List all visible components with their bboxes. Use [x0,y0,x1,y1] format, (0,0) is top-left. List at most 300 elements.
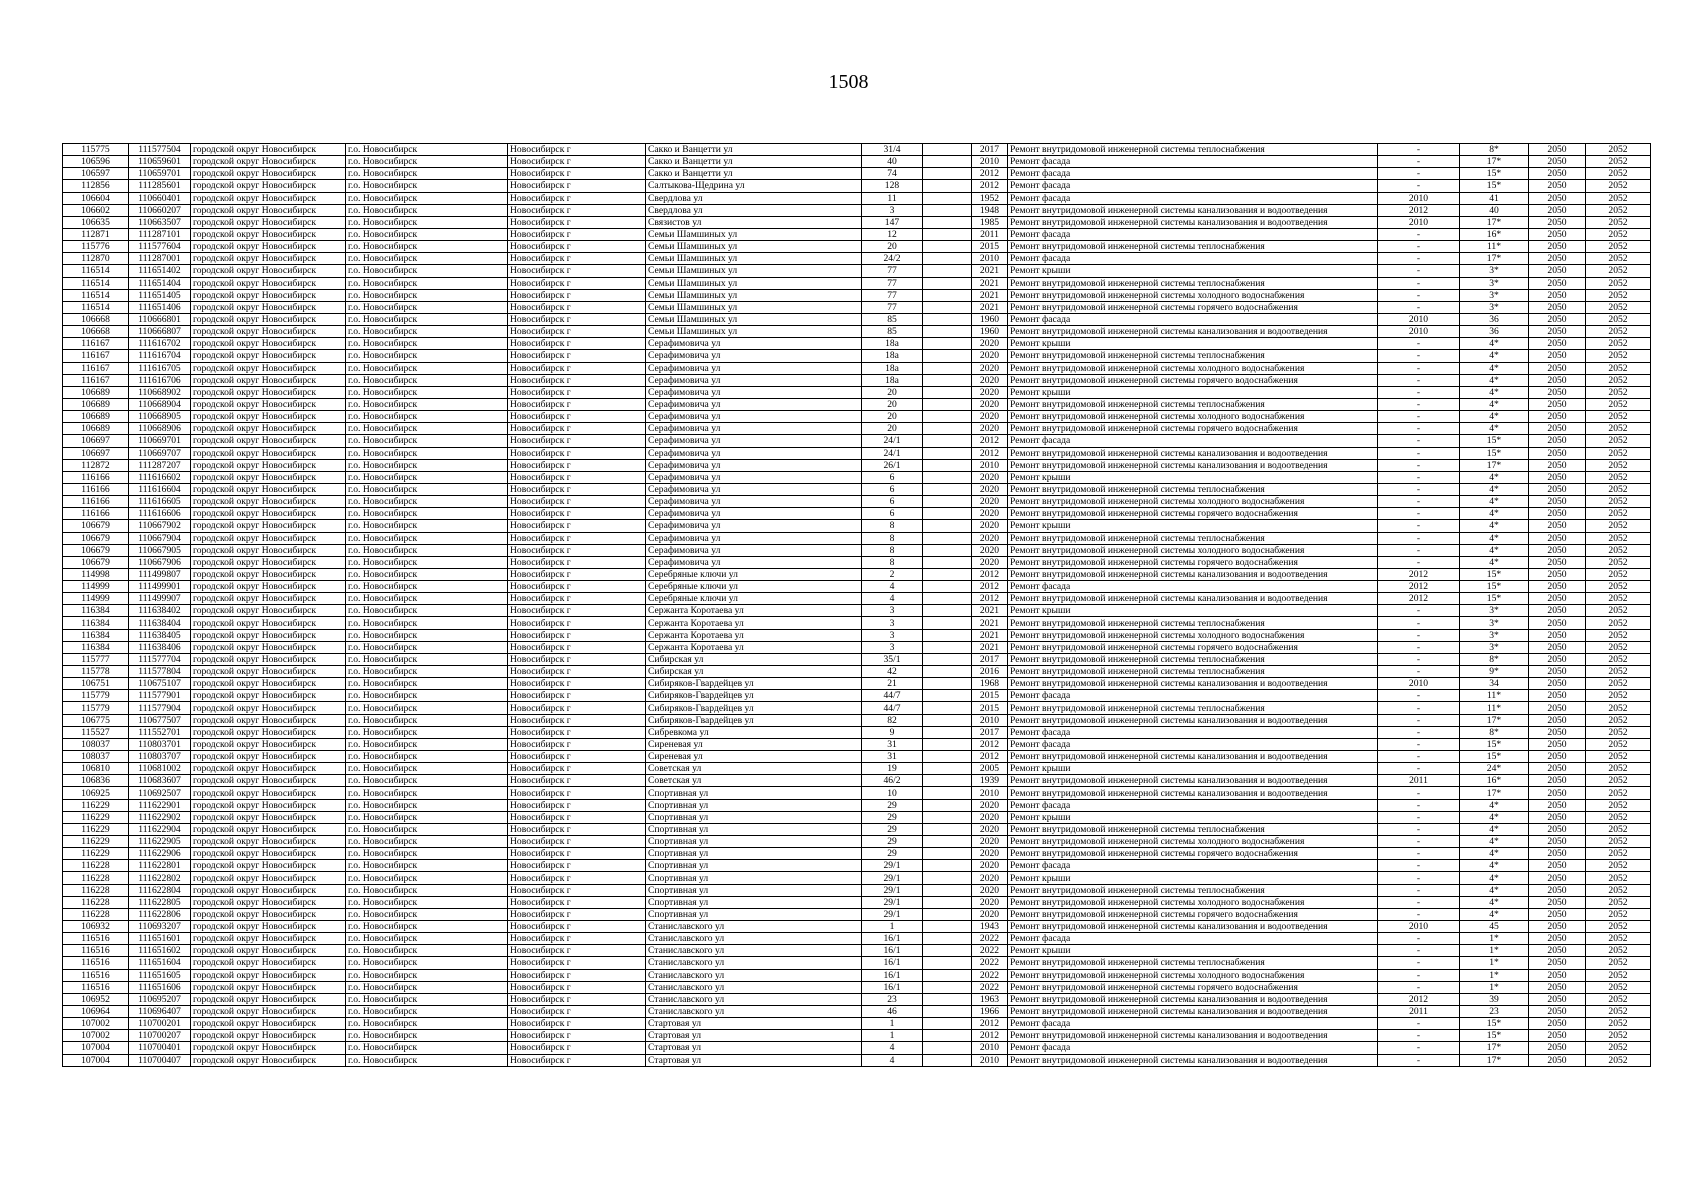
cell-house-id: 112871 [63,228,129,240]
cell-plan-start-year: 2050 [1529,896,1586,908]
table-row [63,908,1651,920]
cell-locality: Новосибирск г [508,447,646,459]
cell-wear-value: 3* [1460,617,1529,629]
cell-street: Сибирская ул [646,666,862,678]
cell-building [923,823,972,835]
cell-municipality: г.о. Новосибирск [346,313,508,325]
cell-house-number: 2 [862,568,923,580]
cell-building [923,350,972,362]
cell-wear-value: 3* [1460,289,1529,301]
cell-house-id: 112856 [63,180,129,192]
cell-year-built: 2020 [972,556,1008,568]
cell-building [923,799,972,811]
cell-plan-start-year: 2050 [1529,326,1586,338]
cell-year-built: 2017 [972,144,1008,156]
cell-plan-end-year: 2052 [1586,981,1651,993]
cell-work-type: Ремонт фасада [1008,933,1378,945]
cell-municipality: г.о. Новосибирск [346,617,508,629]
cell-municipal-district: городской округ Новосибирск [191,823,346,835]
table-row [63,678,1651,690]
cell-wear-value: 4* [1460,848,1529,860]
cell-work-type: Ремонт внутридомовой инженерной системы теплоснабжения [1008,884,1378,896]
cell-work-id: 111651605 [129,969,191,981]
cell-work-type: Ремонт фасада [1008,726,1378,738]
cell-street: Спортивная ул [646,823,862,835]
cell-locality: Новосибирск г [508,1005,646,1017]
cell-municipal-district: городской округ Новосибирск [191,156,346,168]
cell-street: Спортивная ул [646,811,862,823]
cell-municipality: г.о. Новосибирск [346,981,508,993]
cell-municipal-district: городской округ Новосибирск [191,581,346,593]
cell-house-number: 29/1 [862,872,923,884]
cell-street: Стартовая ул [646,1030,862,1042]
cell-street: Сакко и Ванцетти ул [646,144,862,156]
table-row [63,204,1651,216]
cell-locality: Новосибирск г [508,848,646,860]
cell-municipality: г.о. Новосибирск [346,459,508,471]
cell-last-repair-year: - [1378,726,1460,738]
cell-municipality: г.о. Новосибирск [346,435,508,447]
cell-locality: Новосибирск г [508,969,646,981]
cell-house-number: 8 [862,520,923,532]
cell-house-id: 106596 [63,156,129,168]
cell-house-number: 74 [862,168,923,180]
cell-work-type: Ремонт внутридомовой инженерной системы горячего водоснабжения [1008,556,1378,568]
cell-municipal-district: городской округ Новосибирск [191,471,346,483]
cell-wear-value: 4* [1460,350,1529,362]
cell-wear-value: 45 [1460,921,1529,933]
table-row [63,532,1651,544]
cell-wear-value: 34 [1460,678,1529,690]
cell-wear-value: 3* [1460,265,1529,277]
cell-last-repair-year: - [1378,362,1460,374]
cell-work-id: 110668905 [129,411,191,423]
cell-last-repair-year: - [1378,520,1460,532]
cell-street: Станиславского ул [646,921,862,933]
cell-work-id: 111622802 [129,872,191,884]
cell-building [923,556,972,568]
cell-street: Свердлова ул [646,204,862,216]
cell-wear-value: 1* [1460,933,1529,945]
cell-municipal-district: городской округ Новосибирск [191,860,346,872]
cell-municipality: г.о. Новосибирск [346,921,508,933]
cell-locality: Новосибирск г [508,605,646,617]
cell-plan-end-year: 2052 [1586,653,1651,665]
cell-house-id: 116229 [63,848,129,860]
cell-last-repair-year: 2011 [1378,1005,1460,1017]
cell-municipality: г.о. Новосибирск [346,1042,508,1054]
cell-street: Сиреневая ул [646,751,862,763]
cell-plan-start-year: 2050 [1529,411,1586,423]
cell-house-number: 23 [862,993,923,1005]
cell-building [923,411,972,423]
cell-municipal-district: городской округ Новосибирск [191,617,346,629]
cell-plan-start-year: 2050 [1529,144,1586,156]
cell-house-number: 4 [862,1054,923,1066]
cell-year-built: 2020 [972,398,1008,410]
cell-street: Спортивная ул [646,787,862,799]
cell-house-number: 3 [862,629,923,641]
cell-municipality: г.о. Новосибирск [346,714,508,726]
cell-plan-start-year: 2050 [1529,811,1586,823]
cell-house-number: 31 [862,751,923,763]
cell-municipality: г.о. Новосибирск [346,338,508,350]
cell-street: Сержанта Коротаева ул [646,629,862,641]
cell-work-type: Ремонт внутридомовой инженерной системы канализования и водоотведения [1008,1005,1378,1017]
cell-work-id: 110667902 [129,520,191,532]
cell-street: Станиславского ул [646,945,862,957]
cell-year-built: 2020 [972,884,1008,896]
cell-street: Серафимовича ул [646,532,862,544]
cell-street: Станиславского ул [646,1005,862,1017]
cell-locality: Новосибирск г [508,751,646,763]
cell-plan-start-year: 2050 [1529,350,1586,362]
cell-work-id: 111651402 [129,265,191,277]
cell-municipal-district: городской округ Новосибирск [191,593,346,605]
cell-plan-end-year: 2052 [1586,945,1651,957]
cell-locality: Новосибирск г [508,326,646,338]
cell-last-repair-year: - [1378,556,1460,568]
cell-street: Серафимовича ул [646,362,862,374]
cell-year-built: 2012 [972,1018,1008,1030]
table-row [63,848,1651,860]
cell-municipal-district: городской округ Новосибирск [191,508,346,520]
table-row [63,896,1651,908]
cell-plan-start-year: 2050 [1529,799,1586,811]
cell-last-repair-year: - [1378,1030,1460,1042]
cell-house-number: 40 [862,156,923,168]
cell-municipality: г.о. Новосибирск [346,520,508,532]
cell-plan-start-year: 2050 [1529,690,1586,702]
cell-locality: Новосибирск г [508,738,646,750]
cell-street: Серафимовича ул [646,496,862,508]
cell-house-number: 8 [862,556,923,568]
cell-locality: Новосибирск г [508,629,646,641]
cell-wear-value: 3* [1460,629,1529,641]
cell-plan-start-year: 2050 [1529,301,1586,313]
cell-building [923,787,972,799]
cell-last-repair-year: - [1378,228,1460,240]
cell-work-type: Ремонт внутридомовой инженерной системы холодного водоснабжения [1008,969,1378,981]
cell-municipal-district: городской округ Новосибирск [191,811,346,823]
cell-street: Серафимовича ул [646,508,862,520]
cell-building [923,168,972,180]
cell-wear-value: 40 [1460,204,1529,216]
cell-municipality: г.о. Новосибирск [346,241,508,253]
cell-building [923,1018,972,1030]
cell-plan-start-year: 2050 [1529,1005,1586,1017]
cell-locality: Новосибирск г [508,836,646,848]
cell-plan-start-year: 2050 [1529,532,1586,544]
table-row [63,508,1651,520]
cell-work-id: 111285601 [129,180,191,192]
cell-work-id: 110803707 [129,751,191,763]
cell-plan-end-year: 2052 [1586,313,1651,325]
cell-last-repair-year: - [1378,435,1460,447]
cell-wear-value: 3* [1460,605,1529,617]
cell-plan-start-year: 2050 [1529,933,1586,945]
cell-locality: Новосибирск г [508,1054,646,1066]
cell-house-number: 16/1 [862,969,923,981]
cell-house-id: 116516 [63,957,129,969]
cell-year-built: 2005 [972,763,1008,775]
cell-plan-end-year: 2052 [1586,326,1651,338]
cell-municipality: г.о. Новосибирск [346,811,508,823]
cell-house-id: 116167 [63,350,129,362]
cell-work-type: Ремонт внутридомовой инженерной системы канализования и водоотведения [1008,751,1378,763]
cell-building [923,447,972,459]
cell-work-type: Ремонт фасада [1008,180,1378,192]
cell-municipality: г.о. Новосибирск [346,1030,508,1042]
cell-municipal-district: городской округ Новосибирск [191,435,346,447]
cell-work-type: Ремонт внутридомовой инженерной системы холодного водоснабжения [1008,362,1378,374]
cell-municipal-district: городской округ Новосибирск [191,702,346,714]
cell-locality: Новосибирск г [508,362,646,374]
cell-plan-start-year: 2050 [1529,289,1586,301]
cell-street: Серафимовича ул [646,350,862,362]
cell-plan-end-year: 2052 [1586,799,1651,811]
cell-work-type: Ремонт внутридомовой инженерной системы горячего водоснабжения [1008,908,1378,920]
cell-work-type: Ремонт внутридомовой инженерной системы канализования и водоотведения [1008,204,1378,216]
cell-locality: Новосибирск г [508,168,646,180]
cell-locality: Новосибирск г [508,496,646,508]
cell-municipality: г.о. Новосибирск [346,945,508,957]
cell-house-number: 29 [862,836,923,848]
cell-house-id: 106602 [63,204,129,216]
cell-plan-end-year: 2052 [1586,702,1651,714]
cell-building [923,544,972,556]
cell-street: Серафимовича ул [646,544,862,556]
cell-house-number: 21 [862,678,923,690]
table-row [63,872,1651,884]
cell-year-built: 2010 [972,714,1008,726]
cell-municipality: г.о. Новосибирск [346,593,508,605]
cell-wear-value: 17* [1460,714,1529,726]
cell-street: Серебряные ключи ул [646,581,862,593]
cell-last-repair-year: - [1378,738,1460,750]
cell-house-id: 115778 [63,666,129,678]
cell-building [923,811,972,823]
cell-street: Станиславского ул [646,957,862,969]
cell-building [923,1054,972,1066]
table-row [63,775,1651,787]
cell-work-id: 110695207 [129,993,191,1005]
cell-work-type: Ремонт внутридомовой инженерной системы холодного водоснабжения [1008,896,1378,908]
table-row [63,398,1651,410]
cell-locality: Новосибирск г [508,556,646,568]
cell-last-repair-year: - [1378,265,1460,277]
cell-work-id: 111651406 [129,301,191,313]
cell-building [923,289,972,301]
cell-last-repair-year: - [1378,350,1460,362]
cell-plan-start-year: 2050 [1529,216,1586,228]
cell-work-id: 111577901 [129,690,191,702]
cell-plan-end-year: 2052 [1586,568,1651,580]
cell-plan-start-year: 2050 [1529,253,1586,265]
cell-plan-end-year: 2052 [1586,508,1651,520]
cell-plan-end-year: 2052 [1586,921,1651,933]
cell-plan-end-year: 2052 [1586,471,1651,483]
cell-work-id: 111622904 [129,823,191,835]
cell-plan-end-year: 2052 [1586,993,1651,1005]
table-row [63,981,1651,993]
cell-building [923,714,972,726]
cell-house-number: 20 [862,423,923,435]
cell-work-id: 111622805 [129,896,191,908]
cell-last-repair-year: - [1378,447,1460,459]
cell-plan-start-year: 2050 [1529,556,1586,568]
cell-work-type: Ремонт внутридомовой инженерной системы холодного водоснабжения [1008,544,1378,556]
cell-plan-end-year: 2052 [1586,581,1651,593]
cell-house-id: 116514 [63,265,129,277]
cell-municipal-district: городской округ Новосибирск [191,277,346,289]
cell-plan-start-year: 2050 [1529,738,1586,750]
cell-plan-start-year: 2050 [1529,581,1586,593]
cell-work-type: Ремонт фасада [1008,168,1378,180]
cell-house-number: 11 [862,192,923,204]
cell-work-id: 111651604 [129,957,191,969]
cell-building [923,678,972,690]
cell-house-id: 116229 [63,823,129,835]
cell-wear-value: 9* [1460,666,1529,678]
cell-street: Серафимовича ул [646,556,862,568]
cell-year-built: 2012 [972,593,1008,605]
cell-locality: Новосибирск г [508,702,646,714]
table-row [63,933,1651,945]
cell-locality: Новосибирск г [508,726,646,738]
cell-work-type: Ремонт крыши [1008,811,1378,823]
cell-plan-end-year: 2052 [1586,216,1651,228]
cell-municipal-district: городской округ Новосибирск [191,629,346,641]
cell-year-built: 2010 [972,1054,1008,1066]
cell-house-number: 46 [862,1005,923,1017]
page-number: 1508 [828,71,869,93]
cell-plan-end-year: 2052 [1586,265,1651,277]
cell-street: Стартовая ул [646,1042,862,1054]
cell-municipality: г.о. Новосибирск [346,957,508,969]
cell-year-built: 2015 [972,702,1008,714]
cell-work-id: 110668902 [129,386,191,398]
cell-building [923,896,972,908]
cell-work-type: Ремонт внутридомовой инженерной системы канализования и водоотведения [1008,678,1378,690]
cell-work-id: 110668906 [129,423,191,435]
cell-work-id: 110667904 [129,532,191,544]
cell-municipality: г.о. Новосибирск [346,799,508,811]
cell-house-id: 116384 [63,605,129,617]
cell-municipal-district: городской округ Новосибирск [191,253,346,265]
cell-municipal-district: городской округ Новосибирск [191,204,346,216]
cell-plan-start-year: 2050 [1529,180,1586,192]
cell-wear-value: 15* [1460,751,1529,763]
cell-work-id: 111622801 [129,860,191,872]
cell-municipality: г.о. Новосибирск [346,872,508,884]
cell-locality: Новосибирск г [508,581,646,593]
cell-last-repair-year: - [1378,969,1460,981]
cell-plan-start-year: 2050 [1529,168,1586,180]
cell-street: Семьи Шамшиных ул [646,277,862,289]
cell-municipality: г.о. Новосибирск [346,301,508,313]
cell-plan-start-year: 2050 [1529,1054,1586,1066]
cell-wear-value: 15* [1460,447,1529,459]
cell-municipal-district: городской округ Новосибирск [191,350,346,362]
cell-year-built: 2020 [972,350,1008,362]
cell-wear-value: 17* [1460,156,1529,168]
cell-locality: Новосибирск г [508,981,646,993]
cell-last-repair-year: - [1378,666,1460,678]
cell-building [923,848,972,860]
cell-municipal-district: городской округ Новосибирск [191,848,346,860]
cell-year-built: 2012 [972,168,1008,180]
cell-house-id: 106679 [63,532,129,544]
cell-house-id: 116166 [63,508,129,520]
cell-house-number: 3 [862,617,923,629]
cell-wear-value: 15* [1460,435,1529,447]
cell-wear-value: 4* [1460,496,1529,508]
cell-locality: Новосибирск г [508,483,646,495]
cell-municipal-district: городской округ Новосибирск [191,957,346,969]
cell-last-repair-year: - [1378,605,1460,617]
cell-year-built: 2022 [972,945,1008,957]
cell-work-type: Ремонт крыши [1008,763,1378,775]
cell-work-id: 110660401 [129,192,191,204]
table-row [63,338,1651,350]
cell-work-id: 110666807 [129,326,191,338]
cell-house-id: 106689 [63,411,129,423]
cell-street: Советская ул [646,763,862,775]
cell-last-repair-year: - [1378,423,1460,435]
cell-house-number: 8 [862,544,923,556]
cell-work-id: 110659601 [129,156,191,168]
table-row [63,156,1651,168]
cell-wear-value: 11* [1460,702,1529,714]
cell-municipal-district: городской округ Новосибирск [191,241,346,253]
cell-year-built: 2012 [972,447,1008,459]
cell-house-id: 116228 [63,884,129,896]
cell-plan-start-year: 2050 [1529,398,1586,410]
cell-wear-value: 1* [1460,957,1529,969]
cell-plan-start-year: 2050 [1529,981,1586,993]
cell-plan-start-year: 2050 [1529,921,1586,933]
table-row [63,411,1651,423]
cell-year-built: 2020 [972,483,1008,495]
cell-plan-start-year: 2050 [1529,386,1586,398]
cell-municipality: г.о. Новосибирск [346,556,508,568]
table-row [63,423,1651,435]
cell-plan-end-year: 2052 [1586,228,1651,240]
cell-year-built: 2021 [972,265,1008,277]
cell-plan-start-year: 2050 [1529,908,1586,920]
cell-plan-start-year: 2050 [1529,714,1586,726]
cell-street: Серафимовича ул [646,398,862,410]
cell-last-repair-year: - [1378,896,1460,908]
cell-year-built: 1943 [972,921,1008,933]
table-row [63,763,1651,775]
cell-locality: Новосибирск г [508,423,646,435]
cell-work-type: Ремонт фасада [1008,192,1378,204]
cell-plan-start-year: 2050 [1529,362,1586,374]
cell-last-repair-year: - [1378,690,1460,702]
cell-plan-start-year: 2050 [1529,277,1586,289]
cell-plan-start-year: 2050 [1529,508,1586,520]
cell-municipality: г.о. Новосибирск [346,156,508,168]
cell-house-number: 31/4 [862,144,923,156]
cell-wear-value: 11* [1460,690,1529,702]
cell-plan-end-year: 2052 [1586,1005,1651,1017]
cell-year-built: 2022 [972,933,1008,945]
cell-house-number: 9 [862,726,923,738]
cell-plan-end-year: 2052 [1586,435,1651,447]
cell-work-id: 110700201 [129,1018,191,1030]
